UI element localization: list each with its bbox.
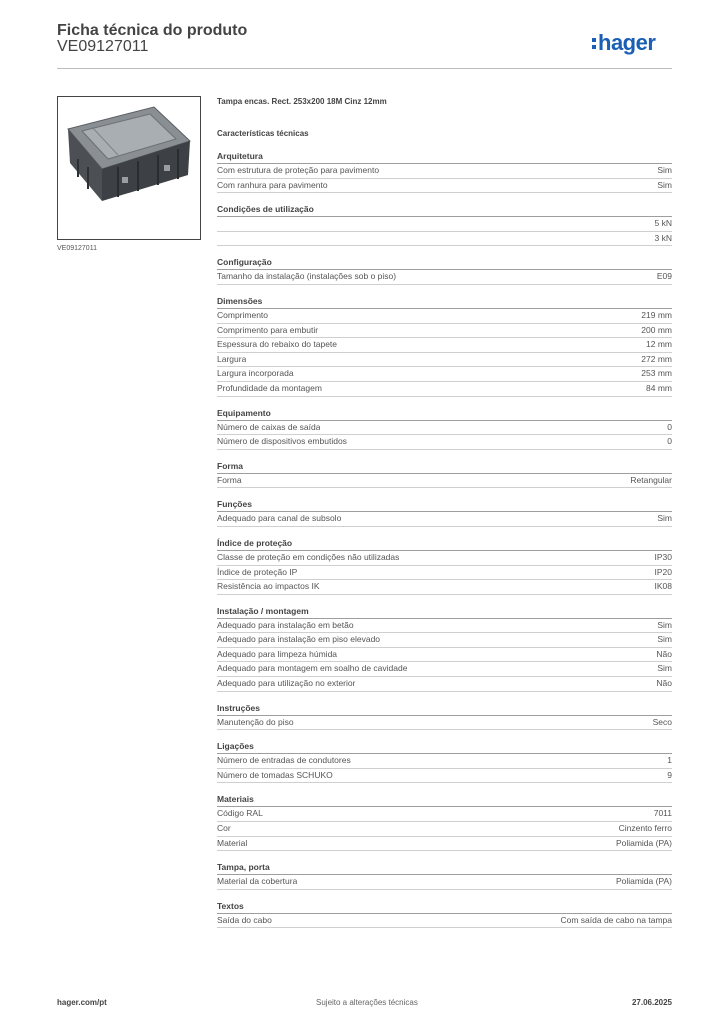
spec-row (217, 179, 672, 194)
spec-section (217, 460, 672, 489)
spec-label: Número de tomadas SCHUKO (217, 769, 333, 780)
footer-site[interactable]: hager.com/pt (57, 998, 107, 1007)
spec-row (217, 716, 672, 731)
spec-value: 7011 (653, 808, 672, 819)
section-title: Materiais (217, 793, 672, 807)
spec-value: Sim (657, 165, 672, 175)
spec-value: Cinzento ferro (618, 823, 672, 834)
spec-value: 9 (667, 769, 672, 780)
spec-value: 12 mm (646, 339, 672, 350)
spec-value: 200 mm (641, 324, 672, 335)
spec-value: 0 (667, 436, 672, 447)
spec-row (217, 217, 672, 232)
spec-label: Com ranhura para pavimento (217, 179, 328, 190)
spec-value: IP30 (654, 551, 672, 562)
spec-row (217, 309, 672, 324)
spec-value: 0 (667, 421, 672, 432)
floor-box-lid-icon (58, 97, 200, 239)
spec-label: Forma (217, 474, 242, 485)
section-title: Arquitetura (217, 150, 672, 164)
spec-label: Material da cobertura (217, 876, 298, 887)
spec-section (217, 498, 672, 527)
section-title: Índice de proteção (217, 537, 672, 551)
spec-row (217, 822, 672, 837)
header-divider (57, 68, 672, 69)
spec-value: 253 mm (641, 368, 672, 379)
spec-section (217, 295, 672, 397)
spec-row (217, 580, 672, 595)
spec-section (217, 900, 672, 929)
section-title: Tampa, porta (217, 861, 672, 875)
spec-label: Cor (217, 823, 231, 834)
spec-row (217, 421, 672, 436)
spec-label: Manutenção do piso (217, 716, 294, 727)
spec-value: Seco (652, 716, 672, 727)
spec-row (217, 338, 672, 353)
spec-label: Espessura do rebaixo do tapete (217, 339, 338, 350)
spec-value: 84 mm (646, 382, 672, 393)
spec-section (217, 861, 672, 890)
spec-row (217, 619, 672, 634)
spec-row (217, 474, 672, 489)
section-title: Funções (217, 498, 672, 512)
spec-label: Material (217, 837, 248, 848)
page-title: Ficha técnica do produto (57, 22, 248, 39)
spec-section (217, 203, 672, 246)
spec-value: IP20 (654, 566, 672, 577)
spec-row (217, 566, 672, 581)
product-name: Tampa encas. Rect. 253x200 18M Cinz 12mm (217, 97, 387, 106)
spec-row (217, 435, 672, 450)
spec-value: Sim (657, 619, 672, 630)
spec-section (217, 740, 672, 783)
spec-row (217, 512, 672, 527)
image-caption: VE09127011 (57, 245, 97, 252)
spec-value: Sim (657, 513, 672, 524)
spec-row (217, 353, 672, 368)
spec-label: Profundidade da montagem (217, 382, 322, 393)
hager-logo (592, 30, 655, 56)
section-title: Instalação / montagem (217, 605, 672, 619)
section-title: Forma (217, 460, 672, 474)
section-title: Condições de utilização (217, 203, 672, 217)
spec-row (217, 324, 672, 339)
spec-section (217, 605, 672, 692)
spec-label: Com estrutura de proteção para pavimento (217, 165, 380, 175)
spec-section (217, 150, 672, 193)
product-image (57, 96, 201, 240)
spec-title: Características técnicas (217, 129, 309, 138)
section-title: Ligações (217, 740, 672, 754)
spec-label: Largura incorporada (217, 368, 294, 379)
spec-label: Resistência ao impactos IK (217, 581, 320, 592)
spec-value: Sim (657, 179, 672, 190)
spec-row (217, 677, 672, 692)
logo-dots-icon (592, 38, 596, 49)
spec-row (217, 648, 672, 663)
spec-label: Adequado para limpeza húmida (217, 648, 338, 659)
spec-value: Não (656, 678, 672, 689)
spec-value: 272 mm (641, 353, 672, 364)
spec-section (217, 407, 672, 450)
spec-section (217, 702, 672, 731)
spec-section (217, 793, 672, 851)
spec-label: Largura (217, 353, 247, 364)
spec-label: Número de dispositivos embutidos (217, 436, 347, 447)
spec-value: Com saída de cabo na tampa (560, 914, 672, 925)
spec-label: Tamanho da instalação (instalações sob o piso) (217, 271, 397, 282)
spec-value: Sim (657, 663, 672, 674)
spec-row (217, 367, 672, 382)
spec-label: Índice de proteção IP (217, 566, 298, 577)
spec-label: Número de caixas de saída (217, 421, 321, 432)
spec-label: Adequado para instalação em piso elevado (217, 634, 381, 645)
section-title: Instruções (217, 702, 672, 716)
spec-label: Código RAL (217, 808, 263, 819)
spec-row (217, 382, 672, 397)
spec-row (217, 875, 672, 890)
spec-row (217, 662, 672, 677)
spec-row (217, 807, 672, 822)
spec-row (217, 232, 672, 247)
spec-label: Comprimento (217, 309, 269, 320)
spec-label: Adequado para utilização no exterior (217, 678, 356, 689)
footer-notice: Sujeito a alterações técnicas (316, 998, 418, 1007)
section-title: Dimensões (217, 295, 672, 309)
spec-value: IK08 (654, 581, 672, 592)
logo-text: hager (598, 30, 656, 55)
footer-date: 27.06.2025 (631, 998, 672, 1007)
spec-section (217, 537, 672, 595)
spec-row (217, 164, 672, 179)
spec-row (217, 551, 672, 566)
spec-sections (217, 150, 672, 928)
section-title: Textos (217, 900, 672, 914)
section-title: Equipamento (217, 407, 672, 421)
spec-row (217, 837, 672, 852)
spec-row (217, 270, 672, 285)
spec-label: Adequado para montagem em soalho de cavidade (217, 663, 408, 674)
spec-value: Retangular (630, 474, 672, 485)
spec-label: Saída do cabo (217, 914, 272, 925)
spec-label: Adequado para instalação em betão (217, 619, 354, 630)
spec-value: 3 kN (654, 232, 672, 243)
spec-label: Classe de proteção em condições não utilizadas (217, 551, 400, 562)
spec-label: Número de entradas de condutores (217, 755, 351, 766)
spec-label: Adequado para canal de subsolo (217, 513, 342, 524)
spec-content (217, 96, 672, 928)
section-title: Configuração (217, 256, 672, 270)
spec-section (217, 256, 672, 285)
spec-value: Sim (657, 634, 672, 645)
spec-value: E09 (656, 271, 672, 282)
spec-row (217, 914, 672, 929)
spec-value: 5 kN (654, 218, 672, 229)
spec-value: 1 (667, 755, 672, 766)
spec-row (217, 633, 672, 648)
spec-value: Poliamida (PA) (615, 876, 672, 887)
spec-value: Poliamida (PA) (615, 837, 672, 848)
spec-value: 219 mm (641, 309, 672, 320)
spec-value: Não (656, 648, 672, 659)
product-code: VE09127011 (57, 38, 149, 55)
spec-row (217, 769, 672, 784)
spec-label: Comprimento para embutir (217, 324, 319, 335)
spec-row (217, 754, 672, 769)
